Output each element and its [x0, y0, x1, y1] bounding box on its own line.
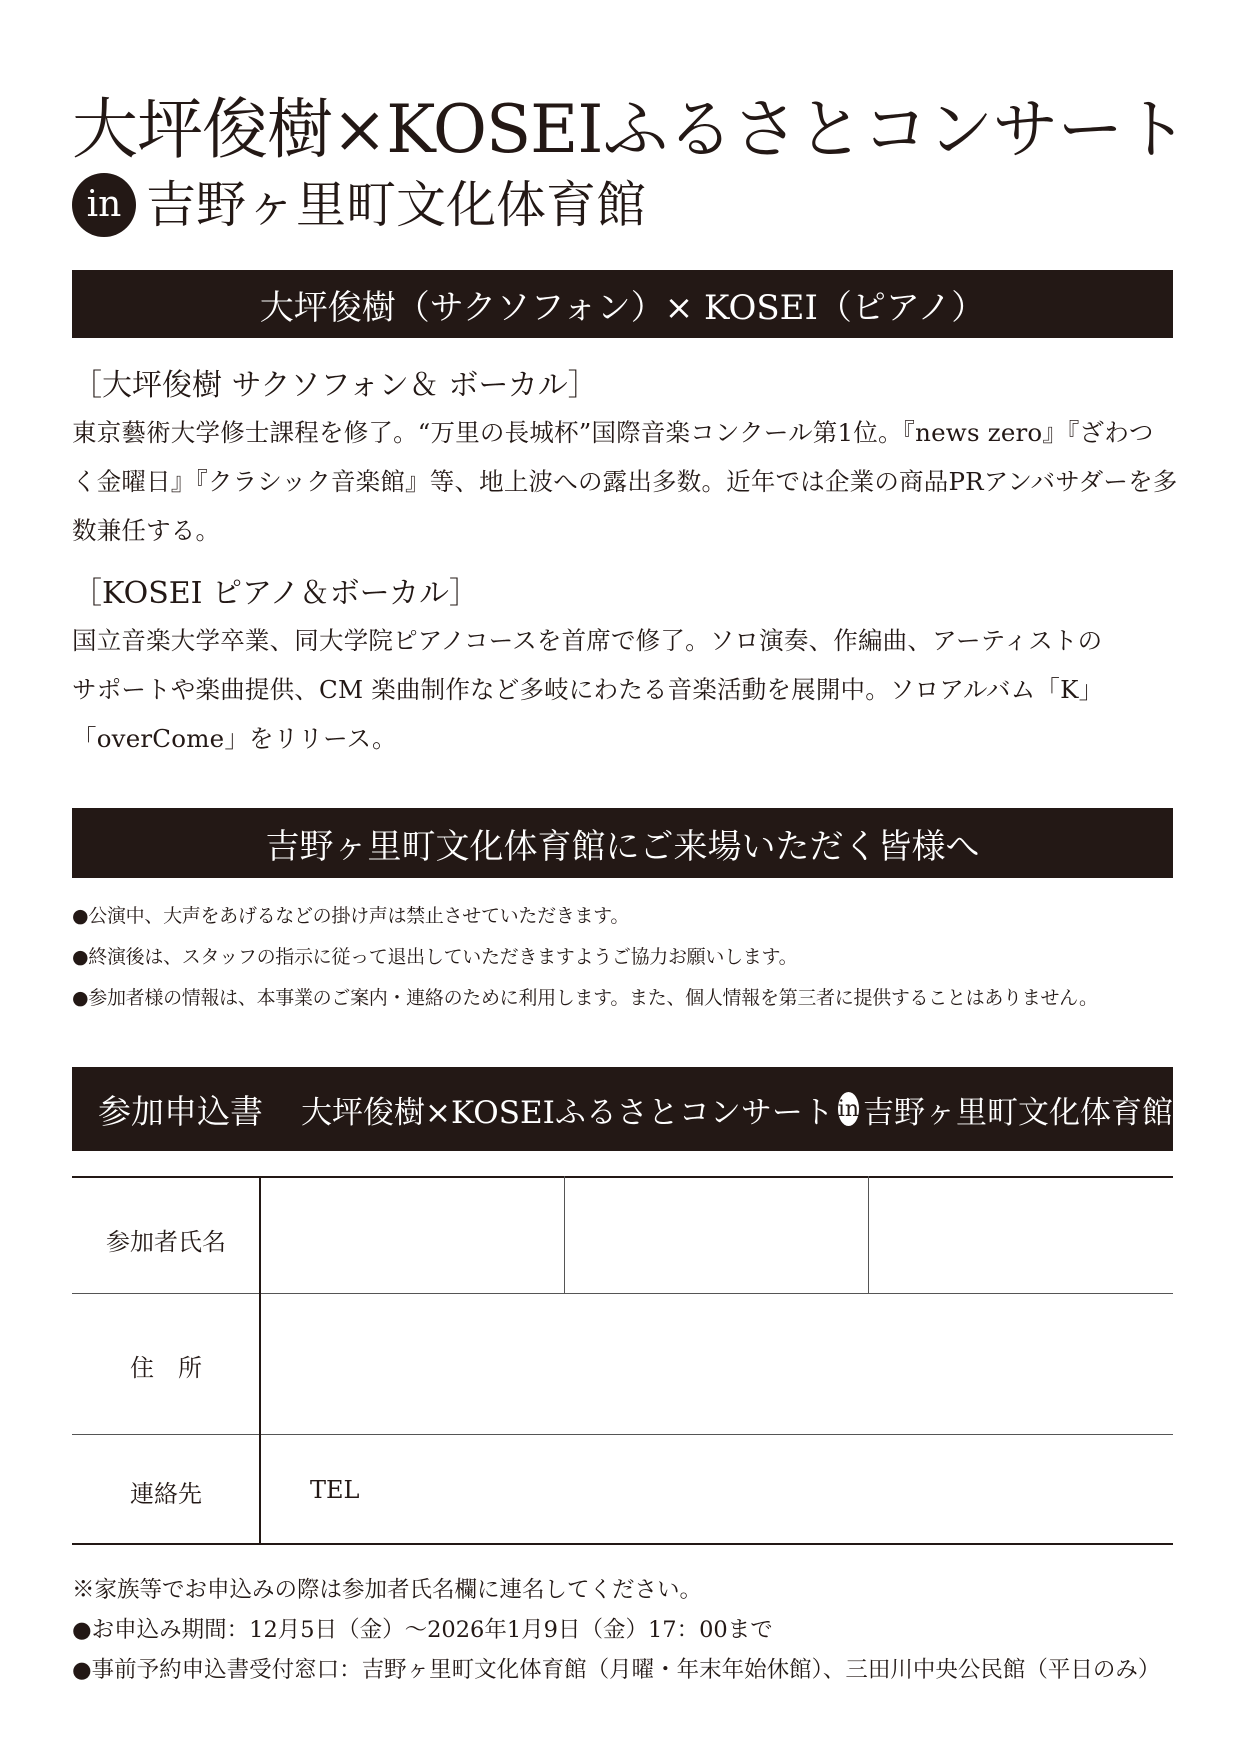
profile-line: 東京藝術大学修士課程を修了。“万里の長城杯”国際音楽コンクール第1位。『news zero』『ざわつ — [72, 418, 1154, 447]
name-cell-divider — [564, 1176, 565, 1293]
venue-title — [72, 172, 646, 238]
footer-line: ●お申込み期間：12月5日（金）～2026年1月9日（金）17：00まで — [72, 1617, 773, 1643]
name-field-3[interactable] — [870, 1178, 1173, 1292]
form-banner — [72, 1067, 1173, 1151]
note-item: ●公演中、大声をあげるなどの掛け声は禁止させていただきます。 — [72, 905, 630, 927]
footer-line: ●事前予約申込書受付窓口：吉野ヶ里町文化体育館（月曜・年末年始休館）、三田川中央公民館（平日のみ） — [72, 1657, 1161, 1683]
page-title: 大坪俊樹×KOSEIふるさとコンサート — [72, 91, 1188, 168]
notes-list — [72, 896, 1098, 1019]
profile-line: く金曜日』『クラシック音楽館』等、地上波への露出多数。近年では企業の商品PRアンバサダーを多 — [72, 467, 1178, 496]
profile-line: 「overCome」をリリース。 — [72, 724, 397, 753]
form-in-badge: in — [838, 1092, 859, 1126]
visitors-banner: 吉野ヶ里町文化体育館にご来場いただく皆様へ — [72, 808, 1173, 878]
profile-line: 数兼任する。 — [72, 516, 221, 545]
footer-notes — [72, 1570, 1160, 1690]
profile-text-kosei — [72, 616, 1174, 763]
address-label: 住 所 — [130, 1354, 202, 1382]
venue-title-text: 吉野ヶ里町文化体育館 — [146, 176, 646, 234]
note-item: ●終演後は、スタッフの指示に従って退出していただきますようご協力お願いします。 — [72, 946, 798, 968]
form-venue-name: 吉野ヶ里町文化体育館 — [863, 1094, 1174, 1131]
name-label: 参加者氏名 — [106, 1228, 226, 1256]
profile-heading-otsubo: ［大坪俊樹 サクソフォン＆ ボーカル］ — [72, 368, 598, 403]
table-bottom-border — [72, 1543, 1173, 1545]
tel-label: TEL — [310, 1476, 360, 1504]
note-item: ●参加者様の情報は、本事業のご案内・連絡のために利用します。また、個人情報を第三者に提供することはありません。 — [72, 987, 1098, 1009]
profile-text-otsubo — [72, 408, 1178, 555]
contact-field[interactable] — [261, 1436, 1173, 1542]
table-row-divider — [72, 1293, 1173, 1294]
address-field[interactable] — [261, 1295, 1173, 1433]
contact-label: 連絡先 — [130, 1480, 202, 1508]
performers-banner: 大坪俊樹（サクソフォン）× KOSEI（ピアノ） — [72, 270, 1173, 338]
name-field-2[interactable] — [566, 1178, 867, 1292]
name-field-1[interactable] — [261, 1178, 563, 1292]
profile-heading-kosei: ［KOSEI ピアノ＆ボーカル］ — [72, 576, 480, 611]
in-badge: in — [72, 173, 136, 237]
form-event-name: 大坪俊樹×KOSEIふるさとコンサート — [301, 1094, 834, 1131]
table-row-divider — [72, 1434, 1173, 1435]
footer-line: ※家族等でお申込みの際は参加者氏名欄に連名してください。 — [72, 1577, 703, 1603]
profile-line: 国立音楽大学卒業、同大学院ピアノコースを首席で修了。ソロ演奏、作編曲、アーティストの — [72, 626, 1103, 655]
form-title: 参加申込書 — [98, 1091, 263, 1131]
profile-line: サポートや楽曲提供、CM 楽曲制作など多岐にわたる音楽活動を展開中。ソロアルバム「K」 — [72, 675, 1104, 704]
name-cell-divider — [868, 1176, 869, 1293]
